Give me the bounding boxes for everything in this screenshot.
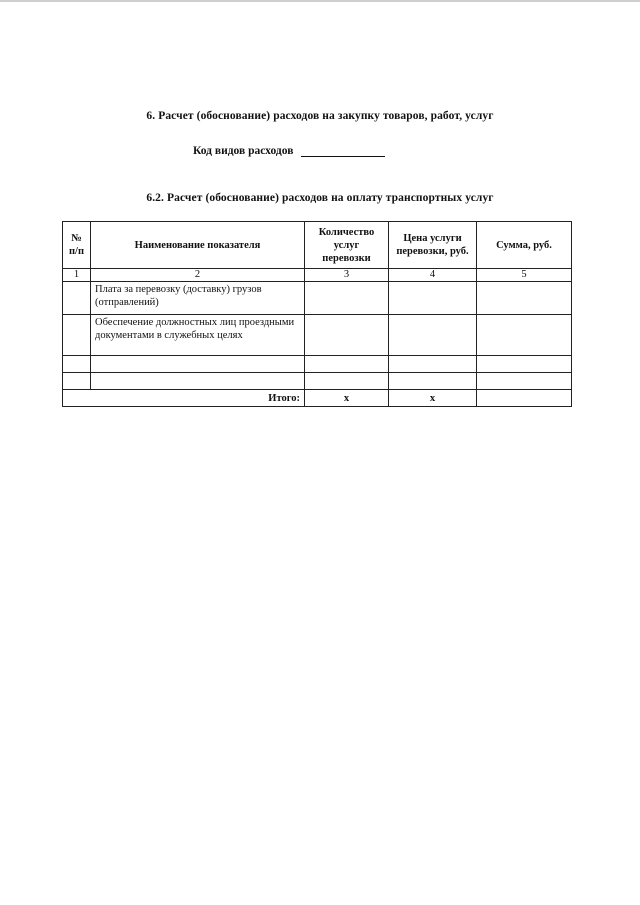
row-sum-cell (477, 282, 572, 315)
row-quantity-cell (305, 373, 389, 390)
subsection-heading: 6.2. Расчет (обоснование) расходов на оплату транспортных услуг (146, 192, 494, 204)
header-num: № п/п (63, 222, 91, 269)
expense-code-blank-line (301, 144, 385, 157)
page-top-edge (0, 0, 640, 2)
column-number: 1 (63, 269, 91, 282)
row-quantity-cell (305, 282, 389, 315)
expense-code-row (193, 144, 385, 157)
table-row (63, 282, 572, 315)
table-row-empty (63, 356, 572, 373)
row-name-cell: Плата за перевозку (доставку) грузов (отправлений) (91, 282, 305, 315)
row-quantity-cell (305, 315, 389, 356)
header-price: Цена услуги перевозки, руб. (389, 222, 477, 269)
row-price-cell (389, 373, 477, 390)
row-name-cell (91, 356, 305, 373)
row-sum-cell (477, 356, 572, 373)
total-row (63, 390, 572, 407)
table-row-empty (63, 373, 572, 390)
row-price-cell (389, 282, 477, 315)
row-name-cell (91, 373, 305, 390)
row-num-cell (63, 315, 91, 356)
row-sum-cell (477, 373, 572, 390)
table-header-row (63, 222, 572, 269)
total-label: Итого: (91, 390, 305, 407)
row-sum-cell (477, 315, 572, 356)
row-num-cell (63, 356, 91, 373)
row-price-cell (389, 356, 477, 373)
total-sum (477, 390, 572, 407)
header-quantity: Количество услуг перевозки (305, 222, 389, 269)
expense-code-label: Код видов расходов (193, 145, 294, 157)
row-num-cell (63, 373, 91, 390)
total-quantity: x (305, 390, 389, 407)
header-sum: Сумма, руб. (477, 222, 572, 269)
header-name: Наименование показателя (91, 222, 305, 269)
row-name-cell: Обеспечение должностных лиц проездными документами в служебных целях (91, 315, 305, 356)
total-left-cell (63, 390, 91, 407)
total-price: x (389, 390, 477, 407)
section-heading: 6. Расчет (обоснование) расходов на закупку товаров, работ, услуг (146, 110, 494, 122)
column-number-row (63, 269, 572, 282)
row-num-cell (63, 282, 91, 315)
column-number: 5 (477, 269, 572, 282)
transport-expenses-table (62, 221, 572, 407)
column-number: 4 (389, 269, 477, 282)
row-price-cell (389, 315, 477, 356)
row-quantity-cell (305, 356, 389, 373)
column-number: 3 (305, 269, 389, 282)
column-number: 2 (91, 269, 305, 282)
table-row (63, 315, 572, 356)
